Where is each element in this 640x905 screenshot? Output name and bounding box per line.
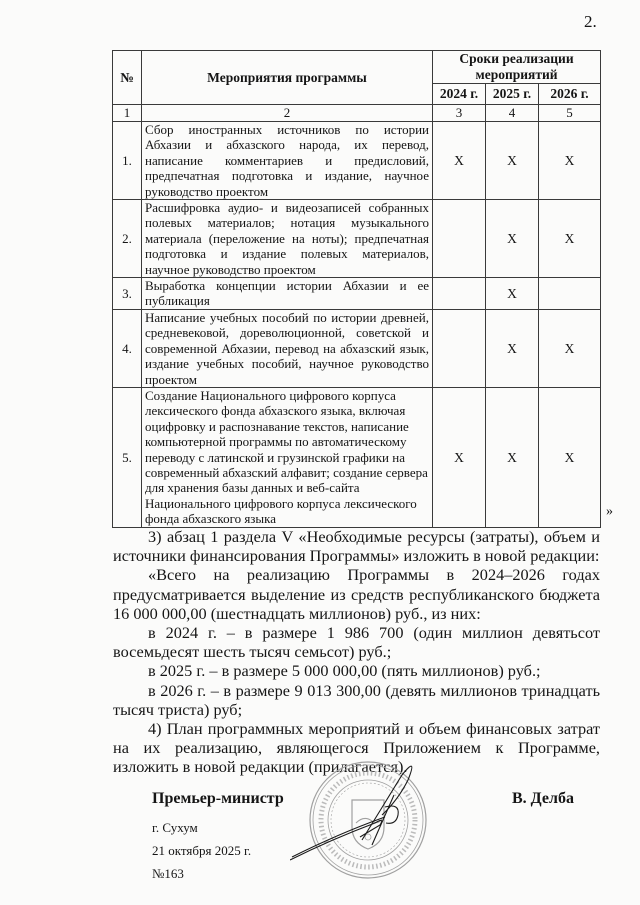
table-row — [113, 309, 601, 387]
row-mark-2024 — [433, 309, 486, 387]
row-mark-2024 — [433, 278, 486, 310]
row-mark-2025: X — [486, 200, 539, 278]
paragraph-total: «Всего на реализацию Программы в 2024–2026 годах предусматривается выделение из средств республиканского бюджета 16 000 000,00 (шестнадцать миллионов) руб., из них: — [113, 565, 600, 623]
index-cell: 1 — [113, 105, 142, 122]
row-number: 1. — [113, 122, 142, 200]
issue-place: г. Сухум — [152, 820, 198, 835]
row-activity: Сбор иностранных источников по истории Абхазии и абхазского народа, их перевод, написание комментариев и предисловий, предпечатная подготовка и издание, научное руководство проектом — [142, 122, 433, 200]
paragraph-2026: в 2026 г. – в размере 9 013 300,00 (девять миллионов тринадцать тысяч триста) руб; — [113, 680, 600, 719]
row-mark-2025: X — [486, 309, 539, 387]
row-number: 2. — [113, 200, 142, 278]
program-plan-table — [112, 50, 601, 528]
row-mark-2024 — [433, 200, 486, 278]
header-activities: Мероприятия программы — [142, 51, 433, 105]
amendment-text — [113, 527, 600, 777]
row-activity: Расшифровка аудио- и видеозаписей собранных полевых материалов; нотация музыкального материала (переложение на ноты); предпечатная подготовка и издание полевых материалов, научное руководство проектом — [142, 200, 433, 278]
index-cell: 3 — [433, 105, 486, 122]
row-mark-2026: X — [539, 200, 601, 278]
row-mark-2026: X — [539, 387, 601, 527]
table-row — [113, 122, 601, 200]
paragraph-2025: в 2025 г. – в размере 5 000 000,00 (пять миллионов) руб.; — [148, 661, 541, 681]
index-cell: 4 — [486, 105, 539, 122]
row-number: 5. — [113, 387, 142, 527]
row-mark-2025: X — [486, 278, 539, 310]
header-year-2026: 2026 г. — [539, 84, 601, 105]
header-period: Сроки реализации мероприятий — [433, 51, 601, 84]
signatory-title: Премьер-министр — [152, 790, 284, 807]
row-number: 3. — [113, 278, 142, 310]
row-mark-2024: X — [433, 387, 486, 527]
paragraph-4: 4) План программных мероприятий и объем финансовых затрат на их реализацию, являющегося Приложением к Программе, изложить в новой редакции (прилагается). — [113, 719, 600, 777]
row-mark-2026: X — [539, 309, 601, 387]
index-row — [113, 105, 601, 122]
closing-quote: » — [606, 504, 613, 519]
row-mark-2025: X — [486, 387, 539, 527]
header-year-2025: 2025 г. — [486, 84, 539, 105]
table-row — [113, 278, 601, 310]
row-mark-2024: X — [433, 122, 486, 200]
header-num: № — [113, 51, 142, 105]
header-year-2024: 2024 г. — [433, 84, 486, 105]
index-cell: 2 — [142, 105, 433, 122]
row-mark-2026: X — [539, 122, 601, 200]
table-row — [113, 200, 601, 278]
row-activity: Создание Национального цифрового корпуса лексического фонда абхазского языка, включая оцифровку и распознавание текстов, написание компьютерной программы по автоматическому переводу с латинской и грузинской графики на современный абхазский алфавит; создание сервера для хранения базы данных и веб-сайта Национального цифрового корпуса лексического фонда абхазского языка — [142, 387, 433, 527]
page-number: 2. — [584, 12, 597, 31]
table-row — [113, 387, 601, 527]
issue-date: 21 октября 2025 г. — [152, 843, 252, 858]
paragraph-2024: в 2024 г. – в размере 1 986 700 (один миллион девятьсот восемьдесят шесть тысяч семьсот) руб.; — [113, 623, 600, 662]
row-mark-2026 — [539, 278, 601, 310]
row-activity: Выработка концепции истории Абхазии и ее публикация — [142, 278, 433, 310]
official-stamp-icon — [290, 745, 450, 895]
row-mark-2025: X — [486, 122, 539, 200]
row-number: 4. — [113, 309, 142, 387]
paragraph-3: 3) абзац 1 раздела V «Необходимые ресурсы (затраты), объем и источники финансирования Программы» изложить в новой редакции: — [113, 527, 600, 566]
row-activity: Написание учебных пособий по истории древней, средневековой, дореволюционной, советской и современной Абхазии, перевод на абхазский язык, издание учебных пособий, научное руководство проектом — [142, 309, 433, 387]
signatory-name: В. Делба — [512, 790, 574, 807]
document-number: №163 — [152, 866, 184, 881]
index-cell: 5 — [539, 105, 601, 122]
